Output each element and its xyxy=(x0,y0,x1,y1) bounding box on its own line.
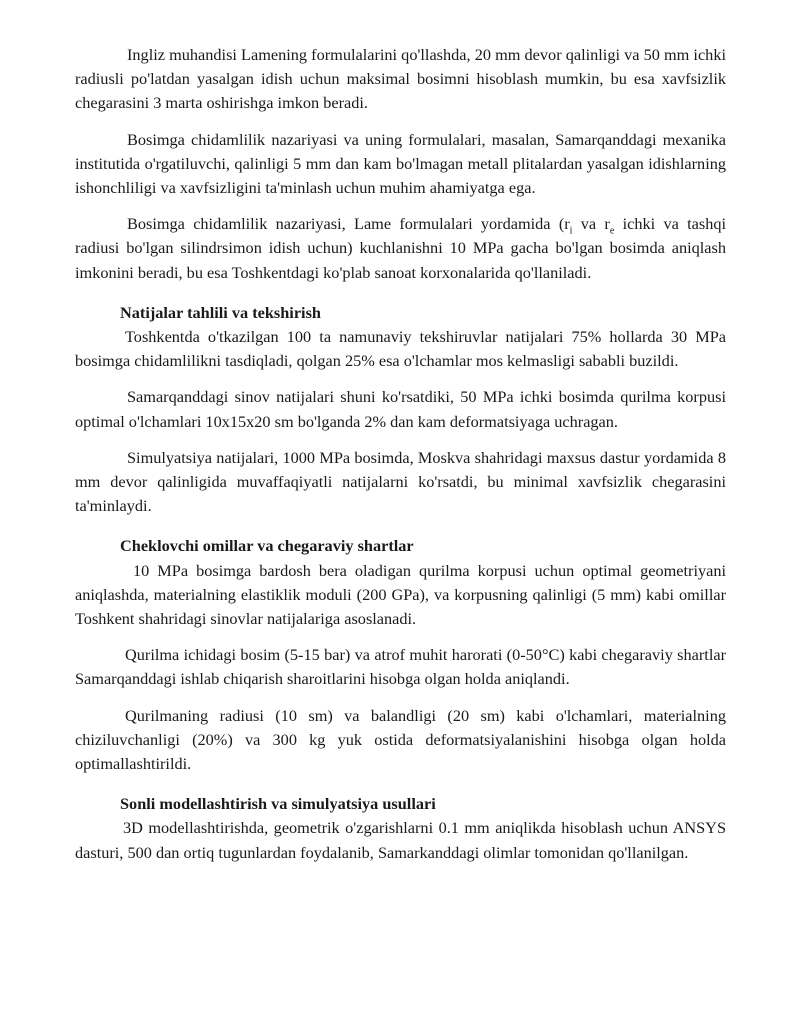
paragraph xyxy=(75,212,726,285)
paragraph: Bosimga chidamlilik nazariyasi va uning formulalari, masalan, Samarqanddagi mexanika institutida o'rgatiluvchi, qalinligi 5 mm dan kam bo'lmagan metall plitalardan yasalgan idishlarning ishonchliligi va xavfsizligini ta'minlash uchun muhim ahamiyatga ega. xyxy=(75,129,726,198)
section-heading: Sonli modellashtirish va simulyatsiya usullari xyxy=(120,794,436,814)
section-heading: Natijalar tahlili va tekshirish xyxy=(120,302,321,322)
paragraph: 10 MPa bosimga bardosh bera oladigan qurilma korpusi uchun optimal geometriyani aniqlashda, materialning elastiklik moduli (200 GPa), va korpusning qalinligi (5 mm) kabi omillar Toshkent shahridagi sinovlar natijalariga asoslanadi. xyxy=(75,560,726,629)
subscript: e xyxy=(609,225,615,237)
paragraph: 3D modellashtirishda, geometrik o'zgarishlarni 0.1 mm aniqlikda hisoblash uchun ANSYS dasturi, 500 dan ortiq tugunlardan foydalanib, Samarkanddagi olimlar tomonidan qo'llanilgan. xyxy=(75,818,726,862)
paragraph: Qurilmaning radiusi (10 sm) va balandligi (20 sm) kabi o'lchamlari, materialning chiziluvchanligi (20%) va 300 kg yuk ostida deformatsiyalanishini hisobga olgan holda optimallashtirildi. xyxy=(75,705,726,774)
paragraph: Simulyatsiya natijalari, 1000 MPa bosimda, Moskva shahridagi maxsus dastur yordamida 8 mm devor qalinligida muvaffaqiyatli natijalarni ko'rsatdi, bu minimal xavfsizlik chegarasini ta'minlaydi. xyxy=(75,447,726,516)
section-heading: Cheklovchi omillar va chegaraviy shartlar xyxy=(120,536,414,556)
subscript: i xyxy=(569,225,573,237)
paragraph-text: ichki va tashqi radiusi bo'lgan silindrsimon idish uchun) kuchlanishni 10 MPa gacha bo'lgan bosimda aniqlash imkonini beradi, bu esa Toshkentdagi ko'plab sanoat korxonalarida qo'llaniladi. xyxy=(75,214,727,282)
paragraph-text: va r xyxy=(572,214,610,234)
paragraph: Qurilma ichidagi bosim (5-15 bar) va atrof muhit harorati (0-50°C) kabi chegaraviy shartlar Samarqanddagi ishlab chiqarish sharoitlarini hisobga olgan holda aniqlandi. xyxy=(75,645,726,689)
document-page xyxy=(75,43,726,865)
paragraph: Toshkentda o'tkazilgan 100 ta namunaviy tekshiruvlar natijalari 75% hollarda 30 MPa bosimga chidamlilikni tasdiqladi, qolgan 25% esa o'lchamlar mos kelmasligi sababli buzildi. xyxy=(75,327,726,371)
paragraph-text: Bosimga chidamlilik nazariyasi, Lame formulalari yordamida (r xyxy=(127,214,570,234)
paragraph: Ingliz muhandisi Lamening formulalarini qo'llashda, 20 mm devor qalinligi va 50 mm ichki radiusli po'latdan yasalgan idish uchun maksimal bosimni hisoblash mumkin, bu esa xavfsizlik chegarasini 3 marta oshirishga imkon beradi. xyxy=(75,45,726,113)
paragraph: Samarqanddagi sinov natijalari shuni ko'rsatdiki, 50 MPa ichki bosimda qurilma korpusi optimal o'lchamlari 10x15x20 sm bo'lganda 2% dan kam deformatsiyaga uchragan. xyxy=(75,387,726,431)
